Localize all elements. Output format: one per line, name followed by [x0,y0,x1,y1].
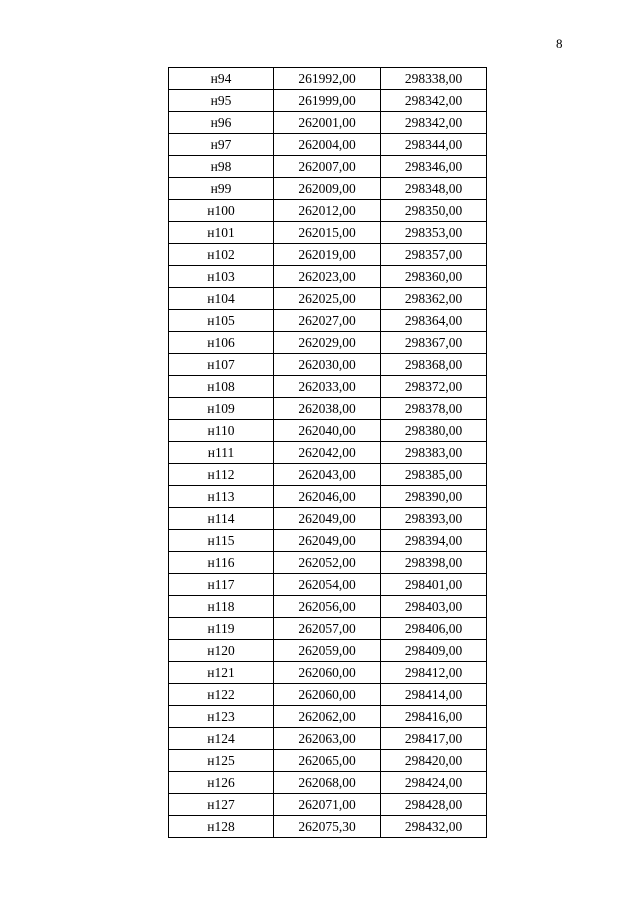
point-id-cell: н121 [169,662,274,684]
x-coordinate-cell: 262075,30 [274,816,381,838]
coordinates-table-body [169,68,487,838]
table-row [169,486,487,508]
x-coordinate-cell: 262029,00 [274,332,381,354]
table-row [169,552,487,574]
y-coordinate-cell: 298394,00 [381,530,487,552]
x-coordinate-cell: 262071,00 [274,794,381,816]
point-id-cell: н106 [169,332,274,354]
point-id-cell: н111 [169,442,274,464]
point-id-cell: н108 [169,376,274,398]
point-id-cell: н104 [169,288,274,310]
x-coordinate-cell: 262015,00 [274,222,381,244]
point-id-cell: н109 [169,398,274,420]
point-id-cell: н123 [169,706,274,728]
table-row [169,640,487,662]
y-coordinate-cell: 298398,00 [381,552,487,574]
x-coordinate-cell: 262025,00 [274,288,381,310]
x-coordinate-cell: 262001,00 [274,112,381,134]
table-row [169,266,487,288]
point-id-cell: н96 [169,112,274,134]
y-coordinate-cell: 298412,00 [381,662,487,684]
point-id-cell: н128 [169,816,274,838]
x-coordinate-cell: 262068,00 [274,772,381,794]
point-id-cell: н99 [169,178,274,200]
y-coordinate-cell: 298428,00 [381,794,487,816]
point-id-cell: н98 [169,156,274,178]
table-row [169,706,487,728]
y-coordinate-cell: 298393,00 [381,508,487,530]
point-id-cell: н112 [169,464,274,486]
x-coordinate-cell: 262065,00 [274,750,381,772]
table-row [169,288,487,310]
y-coordinate-cell: 298362,00 [381,288,487,310]
table-row [169,68,487,90]
y-coordinate-cell: 298348,00 [381,178,487,200]
point-id-cell: н107 [169,354,274,376]
table-row [169,772,487,794]
y-coordinate-cell: 298424,00 [381,772,487,794]
point-id-cell: н119 [169,618,274,640]
table-row [169,112,487,134]
x-coordinate-cell: 262063,00 [274,728,381,750]
y-coordinate-cell: 298406,00 [381,618,487,640]
x-coordinate-cell: 262054,00 [274,574,381,596]
table-row [169,90,487,112]
y-coordinate-cell: 298342,00 [381,112,487,134]
x-coordinate-cell: 262030,00 [274,354,381,376]
x-coordinate-cell: 262007,00 [274,156,381,178]
y-coordinate-cell: 298346,00 [381,156,487,178]
table-row [169,596,487,618]
table-row [169,244,487,266]
table-row [169,442,487,464]
y-coordinate-cell: 298342,00 [381,90,487,112]
y-coordinate-cell: 298416,00 [381,706,487,728]
point-id-cell: н105 [169,310,274,332]
y-coordinate-cell: 298368,00 [381,354,487,376]
x-coordinate-cell: 262038,00 [274,398,381,420]
point-id-cell: н118 [169,596,274,618]
y-coordinate-cell: 298357,00 [381,244,487,266]
point-id-cell: н101 [169,222,274,244]
x-coordinate-cell: 262046,00 [274,486,381,508]
y-coordinate-cell: 298372,00 [381,376,487,398]
point-id-cell: н94 [169,68,274,90]
point-id-cell: н95 [169,90,274,112]
y-coordinate-cell: 298409,00 [381,640,487,662]
y-coordinate-cell: 298417,00 [381,728,487,750]
y-coordinate-cell: 298432,00 [381,816,487,838]
point-id-cell: н122 [169,684,274,706]
point-id-cell: н103 [169,266,274,288]
y-coordinate-cell: 298364,00 [381,310,487,332]
table-row [169,222,487,244]
point-id-cell: н125 [169,750,274,772]
x-coordinate-cell: 262059,00 [274,640,381,662]
table-row [169,794,487,816]
y-coordinate-cell: 298367,00 [381,332,487,354]
point-id-cell: н127 [169,794,274,816]
table-row [169,420,487,442]
x-coordinate-cell: 262012,00 [274,200,381,222]
y-coordinate-cell: 298353,00 [381,222,487,244]
x-coordinate-cell: 262062,00 [274,706,381,728]
y-coordinate-cell: 298378,00 [381,398,487,420]
y-coordinate-cell: 298383,00 [381,442,487,464]
table-row [169,332,487,354]
y-coordinate-cell: 298403,00 [381,596,487,618]
x-coordinate-cell: 262004,00 [274,134,381,156]
y-coordinate-cell: 298338,00 [381,68,487,90]
table-row [169,728,487,750]
y-coordinate-cell: 298380,00 [381,420,487,442]
x-coordinate-cell: 262060,00 [274,662,381,684]
table-row [169,750,487,772]
x-coordinate-cell: 262057,00 [274,618,381,640]
y-coordinate-cell: 298344,00 [381,134,487,156]
point-id-cell: н97 [169,134,274,156]
point-id-cell: н110 [169,420,274,442]
table-row [169,310,487,332]
table-row [169,156,487,178]
point-id-cell: н117 [169,574,274,596]
table-row [169,684,487,706]
table-row [169,178,487,200]
x-coordinate-cell: 262049,00 [274,530,381,552]
table-row [169,618,487,640]
point-id-cell: н124 [169,728,274,750]
x-coordinate-cell: 262043,00 [274,464,381,486]
y-coordinate-cell: 298385,00 [381,464,487,486]
point-id-cell: н102 [169,244,274,266]
table-row [169,662,487,684]
y-coordinate-cell: 298420,00 [381,750,487,772]
point-id-cell: н100 [169,200,274,222]
table-row [169,816,487,838]
table-row [169,200,487,222]
x-coordinate-cell: 262027,00 [274,310,381,332]
x-coordinate-cell: 262019,00 [274,244,381,266]
x-coordinate-cell: 262052,00 [274,552,381,574]
table-row [169,354,487,376]
table-row [169,376,487,398]
table-row [169,530,487,552]
x-coordinate-cell: 262009,00 [274,178,381,200]
x-coordinate-cell: 262040,00 [274,420,381,442]
point-id-cell: н120 [169,640,274,662]
x-coordinate-cell: 261992,00 [274,68,381,90]
coordinates-table [168,67,487,838]
table-row [169,134,487,156]
point-id-cell: н116 [169,552,274,574]
x-coordinate-cell: 262049,00 [274,508,381,530]
x-coordinate-cell: 261999,00 [274,90,381,112]
x-coordinate-cell: 262023,00 [274,266,381,288]
table-row [169,574,487,596]
y-coordinate-cell: 298401,00 [381,574,487,596]
point-id-cell: н114 [169,508,274,530]
page-number: 8 [556,36,563,51]
x-coordinate-cell: 262060,00 [274,684,381,706]
table-row [169,508,487,530]
y-coordinate-cell: 298390,00 [381,486,487,508]
x-coordinate-cell: 262056,00 [274,596,381,618]
point-id-cell: н115 [169,530,274,552]
y-coordinate-cell: 298360,00 [381,266,487,288]
y-coordinate-cell: 298414,00 [381,684,487,706]
table-row [169,398,487,420]
x-coordinate-cell: 262033,00 [274,376,381,398]
y-coordinate-cell: 298350,00 [381,200,487,222]
table-row [169,464,487,486]
x-coordinate-cell: 262042,00 [274,442,381,464]
point-id-cell: н126 [169,772,274,794]
point-id-cell: н113 [169,486,274,508]
